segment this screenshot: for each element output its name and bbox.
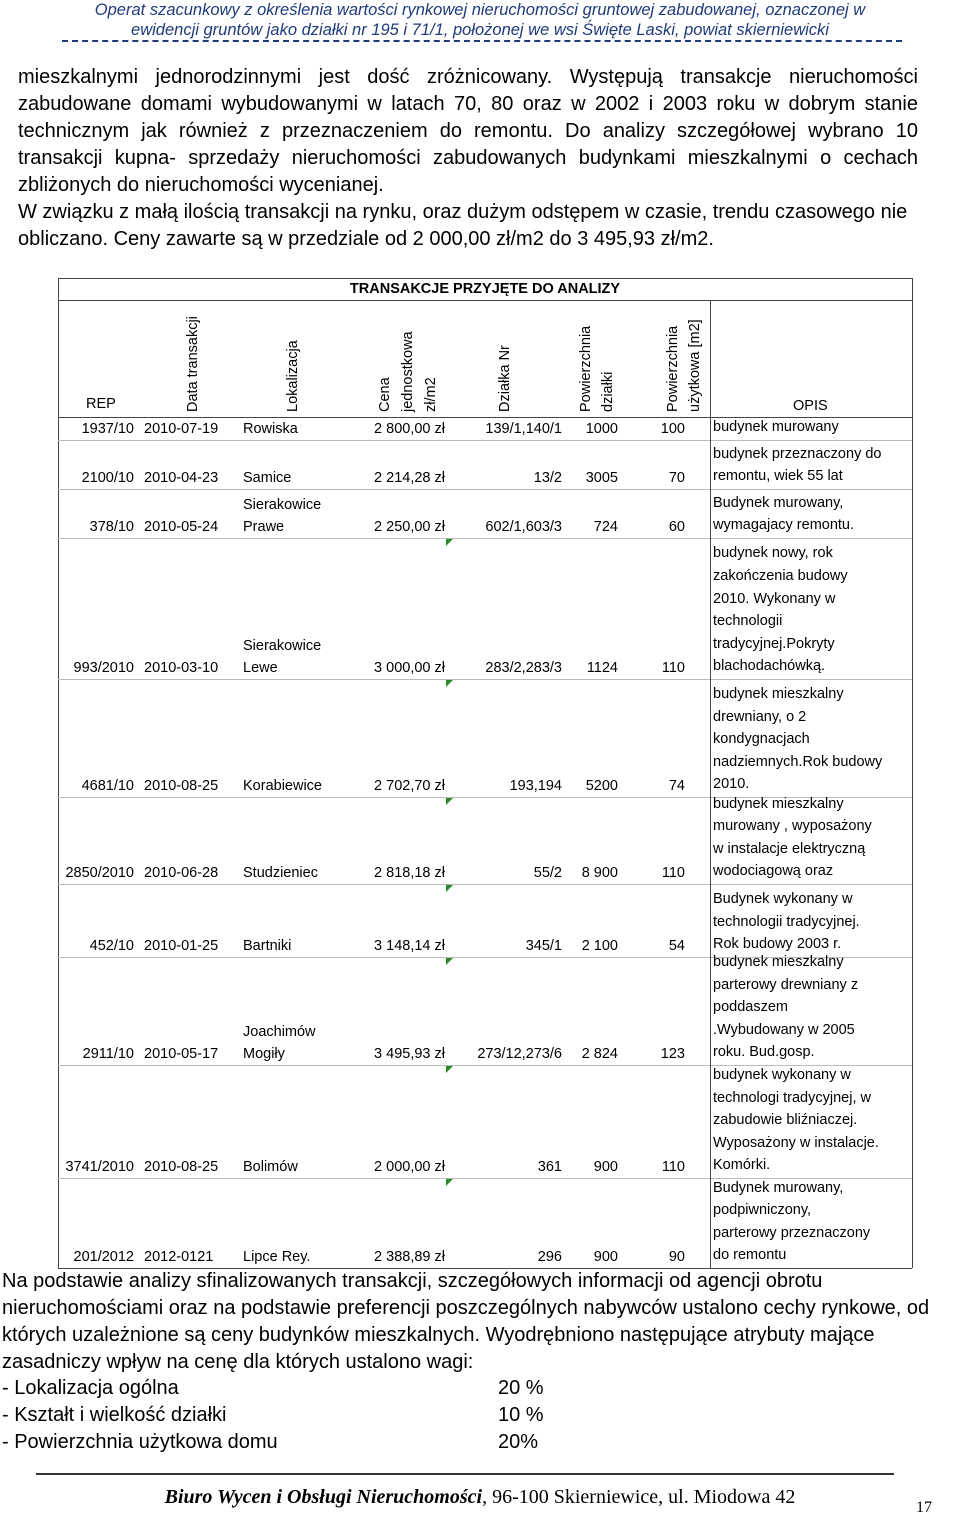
cell-plot-number: 193,194: [509, 778, 562, 794]
header-rep: REP: [86, 396, 116, 412]
attribute-name: - Powierzchnia użytkowa domu: [2, 1431, 278, 1453]
header-powierzchnia-2: działki: [600, 371, 616, 412]
cell-plot-area: 8 900: [581, 865, 618, 881]
cell-plot-number: 361: [537, 1159, 562, 1175]
cell-usable-area: 54: [668, 938, 685, 954]
table-title: TRANSAKCJE PRZYJĘTE DO ANALIZY: [349, 281, 621, 297]
header-line-2: ewidencji gruntów jako działki nr 195 i 71/1, położonej we wsi Święte Laski, powiat skierniewicki: [131, 21, 829, 39]
cell-plot-area: 2 824: [581, 1046, 618, 1062]
cell-plot-area: 1000: [585, 421, 618, 437]
cell-location: Bartniki: [243, 938, 292, 954]
cell-location: Mogiły: [243, 1046, 285, 1062]
cell-usable-area: 110: [661, 865, 685, 881]
cell-description-line: technologi tradycyjnej, w: [713, 1089, 871, 1106]
row-separator: [58, 884, 912, 885]
table-right-border: [912, 278, 913, 1268]
cell-description-line: .Wybudowany w 2005: [713, 1021, 855, 1038]
cell-description-line: zakończenia budowy: [713, 568, 848, 584]
cell-rep: 1937/10: [81, 421, 134, 437]
cell-price: 3 148,14 zł: [374, 938, 445, 954]
cell-description-line: budynek mieszkalny: [713, 795, 844, 812]
header-cena-1: Cena: [377, 377, 393, 412]
cell-plot-number: 296: [537, 1249, 562, 1265]
footer-separator: [36, 1473, 894, 1475]
cell-rep: 2100/10: [81, 470, 134, 486]
cell-usable-area: 110: [661, 660, 685, 676]
attribute-row: [2, 1375, 544, 1402]
cell-description-line: murowany , wyposażony: [713, 818, 872, 835]
cell-plot-area: 724: [593, 519, 618, 535]
header-powierzchnia-1: Powierzchnia: [578, 325, 594, 412]
attribute-weight: 20 %: [498, 1377, 544, 1399]
cell-plot-number: 602/1,603/3: [485, 519, 562, 535]
cell-description-line: budynek przeznaczony do: [713, 445, 882, 462]
cell-description-line: Komórki.: [713, 1157, 771, 1174]
row-separator: [58, 679, 912, 680]
attribute-weight: 20%: [498, 1431, 539, 1453]
comment-marker: [446, 1066, 453, 1073]
cell-description-line: budynek mieszkalny: [713, 954, 844, 970]
cell-description-line: technologii tradycyjnej.: [713, 913, 860, 930]
cell-usable-area: 60: [668, 519, 685, 535]
cell-usable-area: 123: [660, 1046, 685, 1062]
cell-location: Lewe: [243, 660, 278, 676]
cell-description-line: w instalacje elektryczną: [713, 840, 866, 857]
attribute-weight: 10 %: [498, 1404, 544, 1426]
cell-description-line: 2010.: [713, 776, 750, 793]
attribute-row: [2, 1402, 544, 1429]
cell-plot-area: 3005: [585, 470, 618, 486]
footer: [0, 1486, 960, 1509]
cell-plot-area: 2 100: [581, 938, 618, 954]
cell-price: 2 800,00 zł: [374, 421, 445, 437]
cell-plot-number: 13/2: [533, 470, 562, 486]
cell-description-line: budynek wykonany w: [713, 1067, 851, 1083]
cell-location: Rowiska: [243, 421, 298, 437]
cell-description-line: Budynek murowany,: [713, 494, 844, 511]
cell-date: 2010-07-19: [144, 421, 219, 437]
cell-date: 2010-04-23: [144, 470, 219, 486]
summary-text: [2, 1268, 958, 1376]
cell-plot-area: 900: [593, 1159, 618, 1175]
intro-text: [18, 64, 918, 253]
cell-description-line: poddaszem: [713, 999, 788, 1016]
cell-description-line: Wyposażony w instalacje.: [713, 1134, 879, 1151]
cell-location: Lipce Rey.: [243, 1249, 311, 1265]
cell-date: 2010-08-25: [144, 778, 219, 794]
cell-date: 2010-08-25: [144, 1159, 219, 1175]
cell-description-line: budynek mieszkalny: [713, 686, 844, 702]
summary-paragraph: Na podstawie analizy sfinalizowanych transakcji, szczegółowych informacji od agencji obrotu nieruchomościami oraz na podstawie preferencji poszczególnych nabywców ustalono cechy rynkowe, od których uzależnione są ceny budynków mieszkalnych. Wyodrębniono następujące atrybuty mające zasadniczy wpływ na cenę dla których ustalono wagi:: [2, 1270, 930, 1373]
attribute-name: - Lokalizacja ogólna: [2, 1377, 179, 1399]
cell-plot-number: 273/12,273/6: [477, 1046, 562, 1062]
row-separator: [58, 440, 912, 441]
cell-description-line: budynek murowany: [713, 419, 839, 436]
cell-description-line: podpiwniczony,: [713, 1202, 812, 1219]
cell-price: 2 214,28 zł: [374, 470, 445, 486]
cell-price: 2 818,18 zł: [374, 865, 445, 881]
table-title-border: [58, 300, 912, 301]
page-number: 17: [916, 1499, 932, 1516]
cell-description-line: remontu, wiek 55 lat: [713, 468, 843, 485]
cell-plot-number: 283/2,283/3: [485, 660, 562, 676]
cell-description-line: parterowy przeznaczony: [713, 1224, 871, 1241]
comment-marker: [446, 680, 453, 687]
opis-column-border: [710, 300, 711, 1268]
cell-plot-area: 1124: [586, 660, 618, 676]
cell-price: 2 388,89 zł: [374, 1249, 445, 1265]
cell-date: 2010-05-24: [144, 519, 219, 535]
header-uzytkowa-2: użytkowa [m2]: [687, 319, 703, 412]
cell-location: Studzieniec: [243, 865, 318, 881]
cell-description-line: blachodachówką.: [713, 658, 826, 675]
cell-rep: 2850/2010: [65, 865, 134, 881]
cell-rep: 452/10: [89, 938, 134, 954]
header-dzialka: Działka Nr: [497, 345, 513, 412]
cell-location: Bolimów: [243, 1159, 298, 1175]
cell-plot-area: 900: [593, 1249, 618, 1265]
cell-usable-area: 74: [668, 778, 685, 794]
cell-date: 2010-03-10: [144, 660, 219, 676]
cell-location: Samice: [243, 470, 292, 486]
transactions-table: [58, 278, 912, 1268]
cell-price: 3 000,00 zł: [374, 660, 445, 676]
header-line-1: Operat szacunkowy z określenia wartości rynkowej nieruchomości gruntowej zabudowanej, oznaczonej w: [94, 1, 866, 19]
cell-plot-number: 139/1,140/1: [485, 421, 562, 437]
cell-plot-number: 345/1: [525, 938, 562, 954]
cell-location-line-1: Sierakowice: [243, 497, 322, 513]
cell-description-line: wymagajacy remontu.: [713, 517, 855, 534]
comment-marker: [446, 798, 453, 805]
footer-company: Biuro Wycen i Obsługi Nieruchomości: [164, 1486, 483, 1508]
header-data: Data transakcji: [185, 316, 201, 412]
cell-price: 2 000,00 zł: [374, 1159, 445, 1175]
cell-description-line: roku. Bud.gosp.: [713, 1044, 815, 1061]
cell-description-line: wodociagową oraz: [713, 863, 834, 880]
cell-date: 2010-01-25: [144, 938, 219, 954]
cell-date: 2012-0121: [144, 1249, 214, 1265]
header-opis: OPIS: [793, 398, 828, 414]
cell-location: Korabiewice: [243, 778, 322, 794]
cell-usable-area: 90: [668, 1249, 685, 1265]
cell-rep: 2911/10: [82, 1046, 134, 1062]
cell-description-line: kondygnacjach: [713, 731, 810, 748]
header-cena-3: zł/m2: [423, 377, 439, 412]
cell-location: Prawe: [243, 519, 285, 535]
cell-usable-area: 100: [660, 421, 685, 437]
cell-rep: 378/10: [89, 519, 134, 535]
cell-location-line-1: Sierakowice: [243, 638, 322, 654]
intro-paragraph-2: W związku z małą ilością transakcji na rynku, oraz dużym odstępem w czasie, trendu czasowego nie obliczano. Ceny zawarte są w przedziale od 2 000,00 zł/m2 do 3 495,93 zł/m2.: [18, 201, 908, 250]
cell-description-line: technologii: [713, 613, 783, 630]
cell-price: 3 495,93 zł: [374, 1046, 445, 1062]
cell-price: 2 702,70 zł: [374, 778, 445, 794]
cell-description-line: Rok budowy 2003 r.: [713, 936, 842, 953]
cell-description-line: tradycyjnej.Pokryty: [713, 635, 835, 652]
attribute-name: - Kształt i wielkość działki: [2, 1404, 227, 1426]
cell-description-line: budynek nowy, rok: [713, 545, 833, 562]
comment-marker: [446, 1179, 453, 1186]
cell-rep: 201/2012: [73, 1249, 134, 1265]
cell-date: 2010-06-28: [144, 865, 219, 881]
cell-description-line: drewniany, o 2: [713, 708, 807, 725]
row-separator: [58, 489, 912, 490]
cell-plot-area: 5200: [585, 778, 618, 794]
cell-date: 2010-05-17: [144, 1046, 219, 1062]
cell-description-line: Budynek murowany,: [713, 1179, 844, 1196]
cell-price: 2 250,00 zł: [374, 519, 445, 535]
cell-rep: 4681/10: [81, 778, 134, 794]
attribute-row: [2, 1429, 539, 1456]
header-lokalizacja: Lokalizacja: [285, 340, 301, 412]
comment-marker: [446, 958, 453, 965]
cell-usable-area: 70: [668, 470, 685, 486]
cell-description-line: Budynek wykonany w: [713, 891, 853, 908]
document-header: [0, 0, 960, 40]
header-cena-2: jednostkowa: [400, 331, 416, 412]
comment-marker: [446, 885, 453, 892]
cell-description-line: 2010. Wykonany w: [713, 590, 836, 607]
cell-location-line-1: Joachimów: [243, 1024, 316, 1040]
cell-description-line: parterowy drewniany z: [713, 976, 859, 993]
cell-description-line: do remontu: [713, 1247, 787, 1264]
header-uzytkowa-1: Powierzchnia: [665, 325, 681, 412]
cell-rep: 3741/2010: [65, 1159, 134, 1175]
comment-marker: [446, 539, 453, 546]
cell-description-line: nadziemnych.Rok budowy: [713, 753, 883, 770]
row-separator: [58, 538, 912, 539]
footer-address: , 96-100 Skierniewice, ul. Miodowa 42: [482, 1486, 796, 1508]
cell-rep: 993/2010: [73, 660, 134, 676]
cell-usable-area: 110: [661, 1159, 685, 1175]
cell-description-line: zabudowie bliźniaczej.: [713, 1112, 858, 1129]
header-separator: [62, 40, 902, 45]
cell-plot-number: 55/2: [533, 865, 562, 881]
intro-paragraph-1: mieszkalnymi jednorodzinnymi jest dość zróżnicowany. Występują transakcje nieruchomości zabudowane domami wybudowanymi w latach 70, 80 oraz w 2002 i 2003 roku w dobrym stanie technicznym jak również z przeznaczeniem do remontu. Do analizy szczegółowej wybrano 10 transakcji kupna- sprzedaży nieruchomości zabudowanych budynkami mieszkalnymi o cechach zbliżonych do nieruchomości wycenianej.: [18, 66, 918, 196]
